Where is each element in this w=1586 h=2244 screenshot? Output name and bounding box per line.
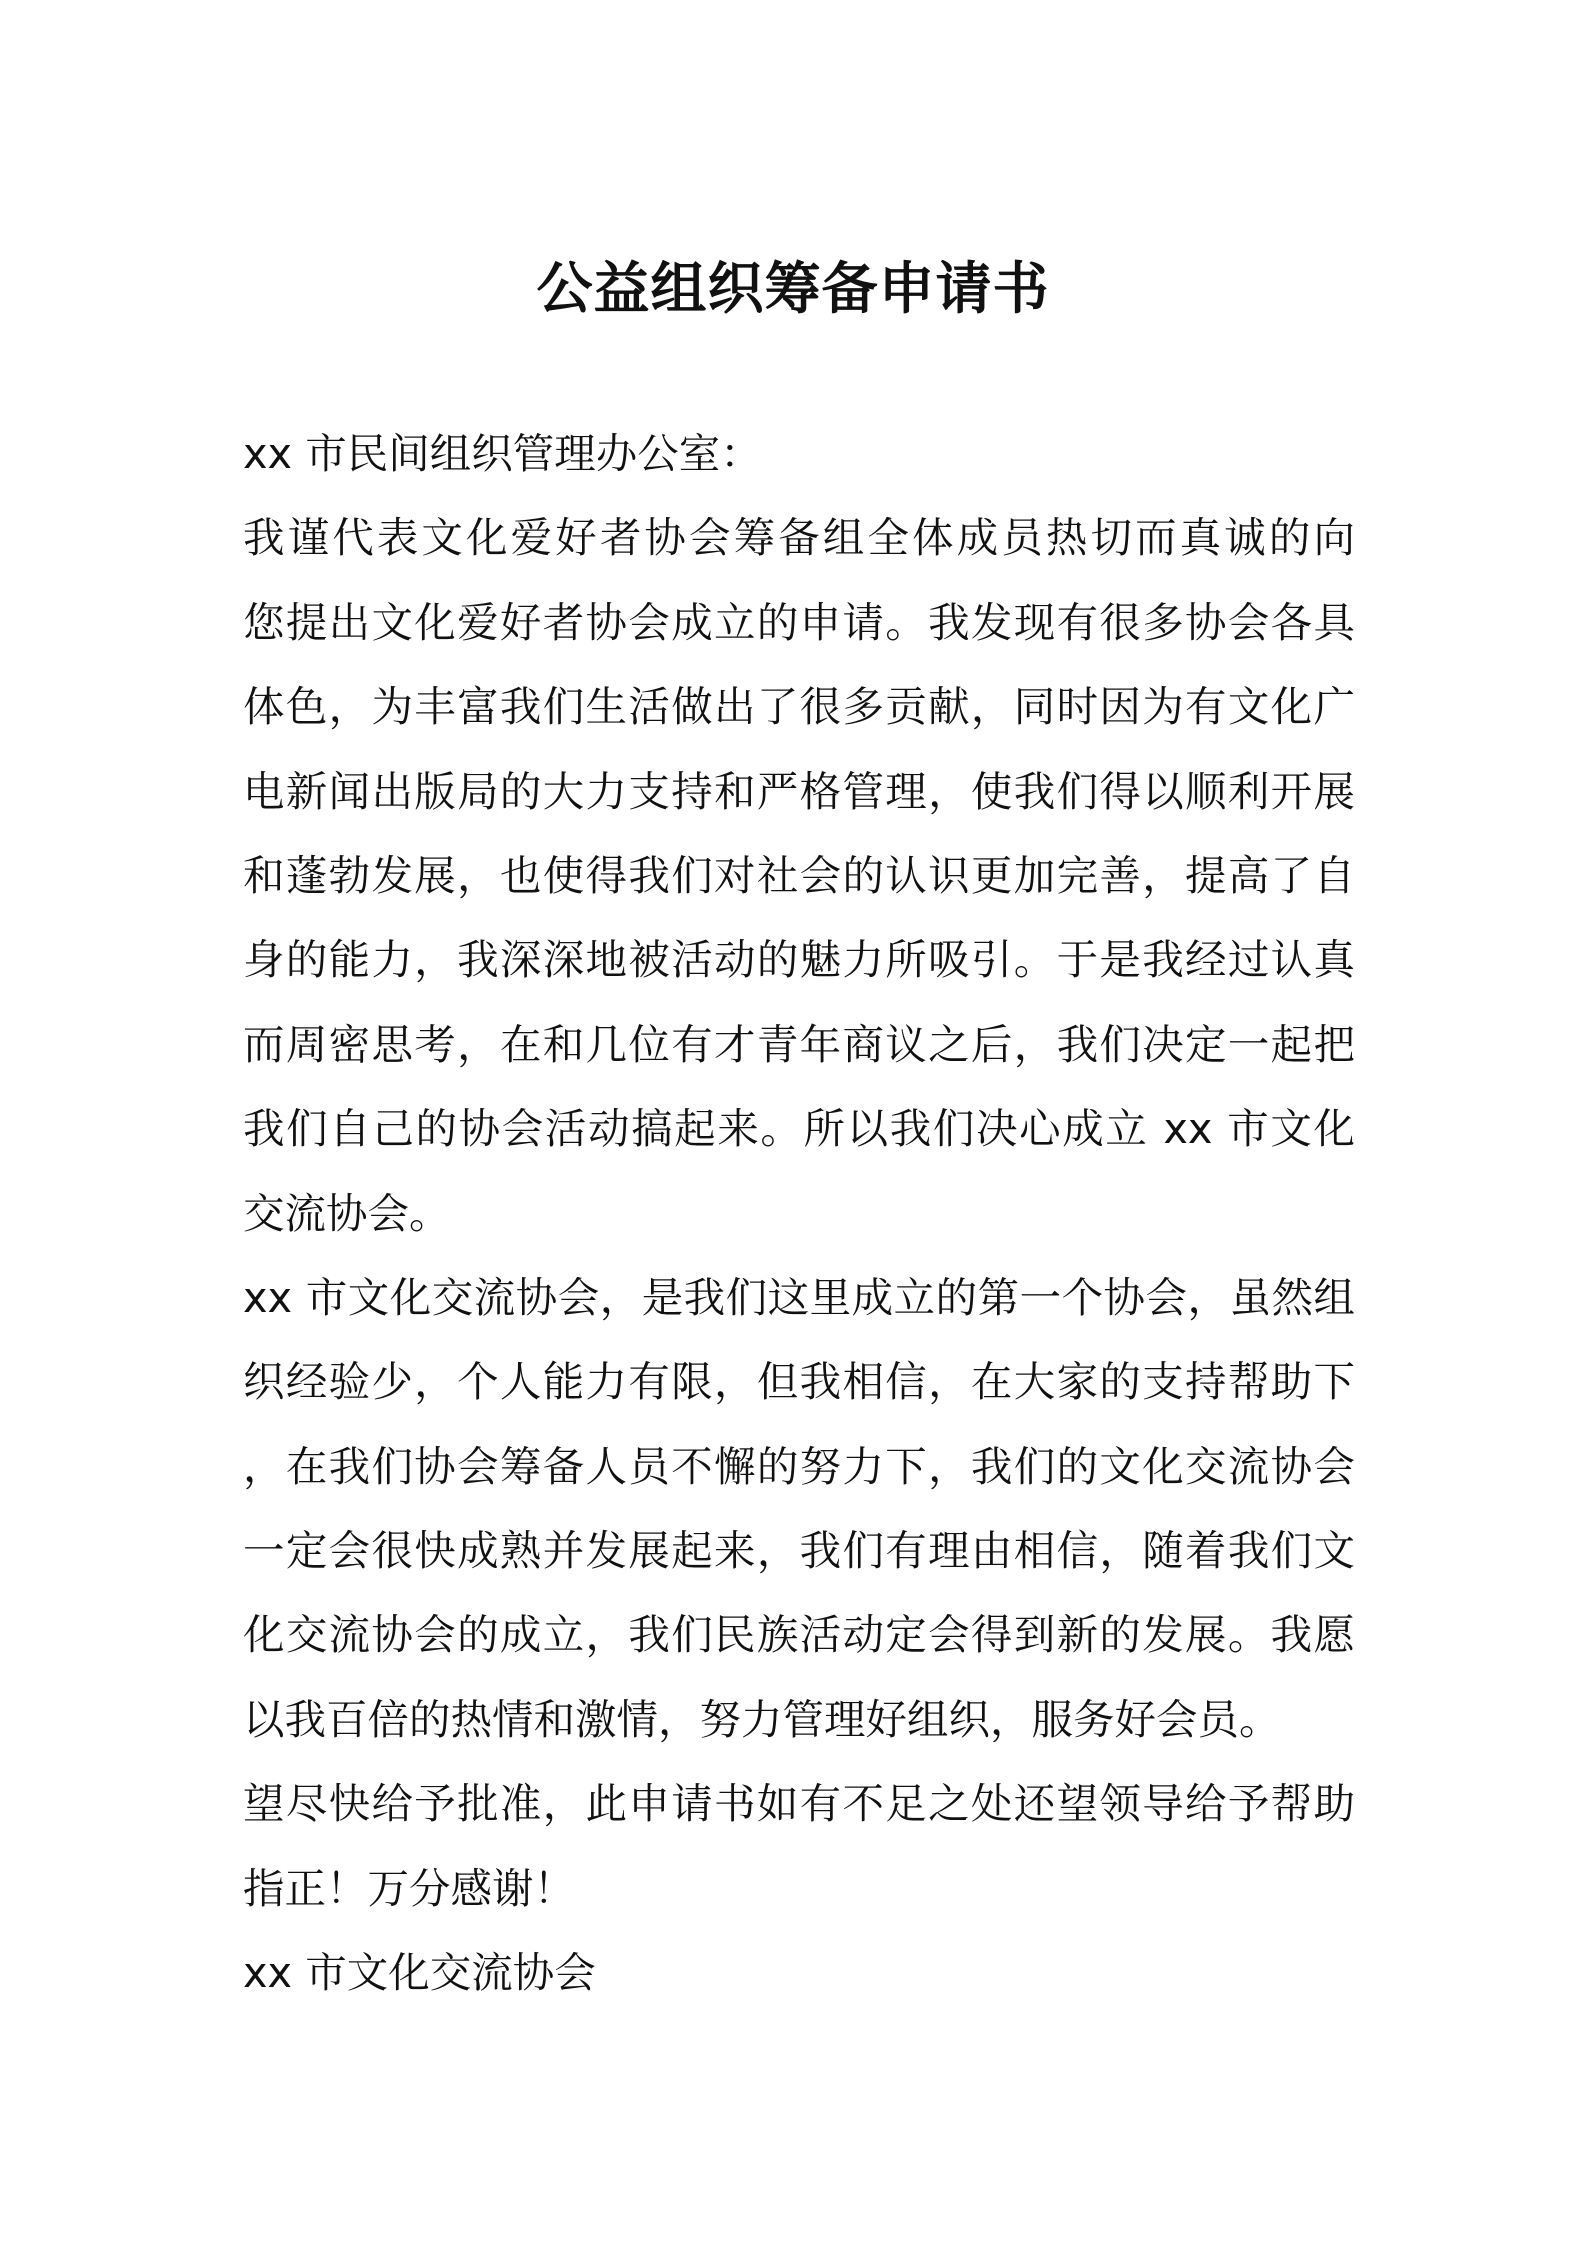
paragraph-line: ，在我们协会筹备人员不懈的努力下，我们的文化交流协会: [243, 1441, 1355, 1491]
paragraph-line: 您提出文化爱好者协会成立的申请。我发现有很多协会各具: [243, 597, 1355, 647]
paragraph-line: 和蓬勃发展，也使得我们对社会的认识更加完善，提高了自: [243, 850, 1355, 900]
signature-line: xx 市文化交流协会: [243, 1948, 596, 1998]
paragraph-line: 而周密思考，在和几位有才青年商议之后，我们决定一起把: [243, 1019, 1355, 1069]
paragraph-line: 身的能力，我深深地被活动的魅力所吸引。于是我经过认真: [243, 935, 1355, 985]
paragraph-line: 我谨代表文化爱好者协会筹备组全体成员热切而真诚的向: [243, 513, 1355, 563]
paragraph-line: 交流协会。: [243, 1188, 451, 1238]
paragraph-line: 体色，为丰富我们生活做出了很多贡献，同时因为有文化广: [243, 682, 1355, 732]
paragraph-line: 化交流协会的成立，我们民族活动定会得到新的发展。我愿: [243, 1610, 1355, 1660]
paragraph-line: 望尽快给予批准，此申请书如有不足之处还望领导给予帮助: [243, 1779, 1355, 1829]
paragraph-line: 以我百倍的热情和激情，努力管理好组织，服务好会员。: [243, 1694, 1281, 1744]
paragraph-line: xx 市文化交流协会，是我们这里成立的第一个协会，虽然组: [243, 1272, 1355, 1322]
document-body: [243, 412, 1355, 2015]
document-title: 公益组织筹备申请书: [536, 257, 1050, 322]
addressee-line: xx 市民间组织管理办公室：: [243, 429, 762, 478]
paragraph-line: 指正！万分感谢！: [243, 1863, 576, 1913]
paragraph-line: 我们自己的协会活动搞起来。所以我们决心成立 xx 市文化: [243, 1104, 1355, 1154]
paragraph-line: 电新闻出版局的大力支持和严格管理，使我们得以顺利开展: [243, 766, 1355, 816]
paragraph-line: 织经验少，个人能力有限，但我相信，在大家的支持帮助下: [243, 1357, 1355, 1407]
paragraph-line: 一定会很快成熟并发展起来，我们有理由相信，随着我们文: [243, 1526, 1355, 1576]
